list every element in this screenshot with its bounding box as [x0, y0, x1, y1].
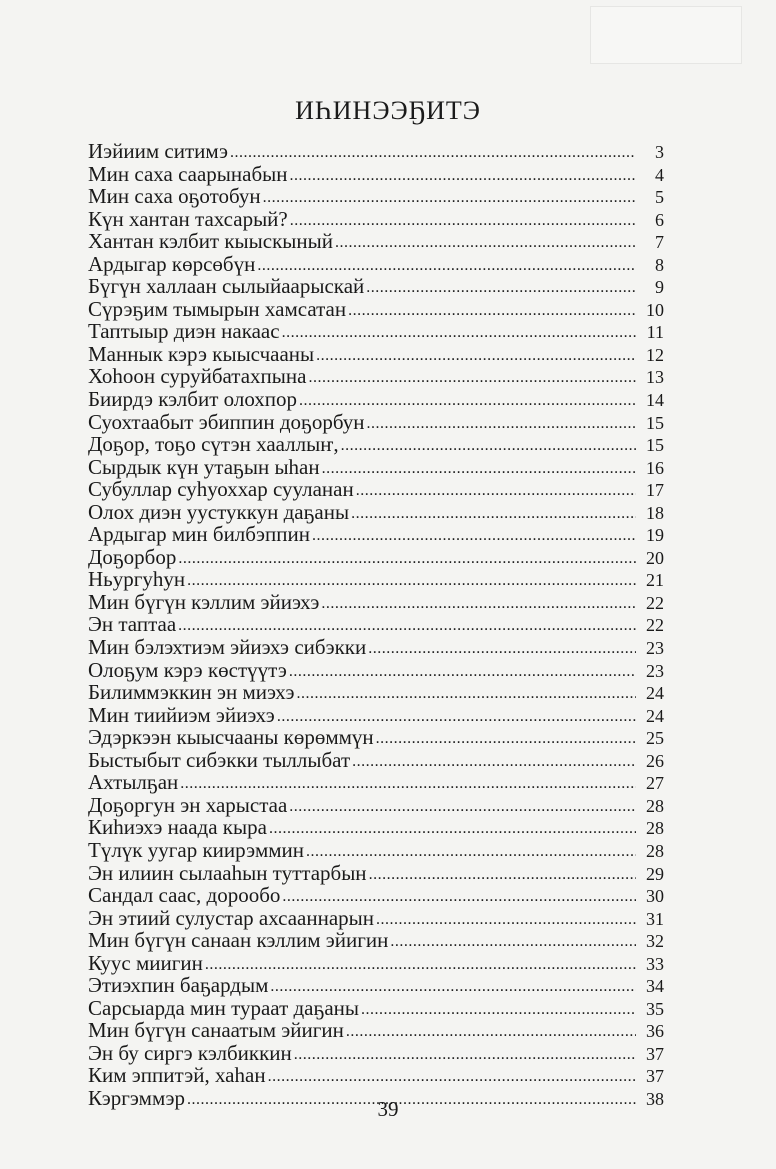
toc-entry-title: Ардыгар мин билбэппин: [88, 522, 310, 547]
toc-entry: [88, 253, 664, 276]
toc-dot-leader: [321, 593, 636, 616]
toc-entry: [88, 636, 664, 659]
toc-entry: [88, 839, 664, 862]
toc-entry-page: 31: [646, 908, 664, 929]
toc-entry-page: 20: [646, 547, 664, 568]
toc-dot-leader: [348, 300, 636, 323]
toc-entry-page: 7: [655, 232, 664, 253]
toc-entry-page: 29: [646, 863, 664, 884]
toc-entry-page: 18: [646, 502, 664, 523]
toc-entry: [88, 681, 664, 704]
toc-entry-title: Быстыбыт сибэкки тыллыбат: [88, 747, 351, 772]
toc-entry: [88, 478, 664, 501]
toc-entry: [88, 523, 664, 546]
toc-dot-leader: [376, 728, 636, 751]
toc-entry-title: Эн таптаа: [88, 612, 177, 637]
toc-entry: [88, 163, 664, 186]
toc-entry-page: 16: [646, 457, 664, 478]
toc-entry-title: Ким эппитэй, хаһан: [88, 1063, 266, 1088]
toc-entry: [88, 862, 664, 885]
toc-entry: [88, 907, 664, 930]
toc-dot-leader: [390, 931, 636, 954]
toc-entry: [88, 501, 664, 524]
toc-entry: [88, 704, 664, 727]
toc-entry-title: Эдэркээн кыысчааны көрөммүн: [88, 725, 374, 750]
toc-dot-leader: [277, 706, 636, 729]
toc-entry-page: 23: [646, 638, 664, 659]
toc-entry-page: 19: [646, 525, 664, 546]
toc-dot-leader: [366, 413, 636, 436]
library-stamp-area: [590, 6, 742, 64]
toc-entry-title: Субуллар суһуоххар сууланан: [88, 477, 354, 502]
toc-dot-leader: [289, 661, 636, 684]
toc-dot-leader: [322, 458, 636, 481]
toc-entry-title: Күн хантан тахсарый?: [88, 206, 288, 231]
toc-dot-leader: [205, 954, 636, 977]
toc-dot-leader: [263, 187, 636, 210]
toc-entry: [88, 546, 664, 569]
toc-entry-title: Куус миигин: [88, 950, 203, 975]
toc-dot-leader: [351, 503, 636, 526]
toc-dot-leader: [366, 277, 636, 300]
toc-entry-title: Мин тиийиэм эйиэхэ: [88, 702, 275, 727]
toc-dot-leader: [290, 210, 636, 233]
toc-dot-leader: [361, 999, 636, 1022]
toc-entry-page: 22: [646, 592, 664, 613]
toc-entry-page: 38: [646, 1088, 664, 1109]
toc-entry: [88, 343, 664, 366]
toc-dot-leader: [282, 886, 636, 909]
toc-dot-leader: [316, 345, 636, 368]
toc-entry: [88, 140, 664, 163]
toc-entry-title: Мин саха саарынабын: [88, 161, 288, 186]
toc-dot-leader: [352, 751, 636, 774]
toc-entry-page: 15: [646, 412, 664, 433]
toc-entry-title: Мин саха оҕотобун: [88, 184, 261, 209]
toc-entry-page: 17: [646, 480, 664, 501]
toc-entry-page: 23: [646, 660, 664, 681]
toc-dot-leader: [178, 615, 636, 638]
toc-entry-page: 6: [655, 209, 664, 230]
toc-entry-title: Сандал саас, дорообо: [88, 883, 281, 908]
toc-entry: [88, 320, 664, 343]
toc-entry-title: Биирдэ кэлбит олохпор: [88, 387, 298, 412]
toc-entry: [88, 591, 664, 614]
toc-entry-page: 24: [646, 683, 664, 704]
toc-entry-page: 33: [646, 953, 664, 974]
toc-entry-page: 13: [646, 367, 664, 388]
toc-entry-title: Кэргэммэр: [88, 1085, 186, 1110]
toc-entry-title: Түлүк уугар киирэммин: [88, 837, 305, 862]
toc-entry-title: Олоҕум кэрэ көстүүтэ: [88, 657, 287, 682]
toc-entry-page: 26: [646, 750, 664, 771]
toc-entry: [88, 1064, 664, 1087]
toc-entry-title: Эн этиий сулустар ахсааннарын: [88, 905, 375, 930]
toc-dot-leader: [341, 435, 636, 458]
toc-entry-title: Киһиэхэ наада кыра: [88, 815, 267, 840]
toc-entry-page: 34: [646, 976, 664, 997]
toc-entry-page: 4: [655, 164, 664, 185]
toc-entry-title: Мин бүгүн санаан кэллим эйигин: [88, 928, 389, 953]
toc-entry-title: Билиммэккин эн миэхэ: [88, 680, 295, 705]
toc-entry-page: 28: [646, 795, 664, 816]
toc-dot-leader: [257, 255, 636, 278]
toc-entry-title: Мин бэлэхтиэм эйиэхэ сибэкки: [88, 635, 367, 660]
toc-entry-title: Маннык кэрэ кыысчааны: [88, 341, 315, 366]
toc-dot-leader: [269, 818, 636, 841]
toc-entry-title: Ардыгар көрсөбүн: [88, 251, 256, 276]
toc-entry: [88, 726, 664, 749]
toc-dot-leader: [289, 796, 636, 819]
toc-entry: [88, 997, 664, 1020]
toc-entry-title: Суохтаабыт эбиппин доҕорбун: [88, 409, 365, 434]
toc-entry-title: Доҕор, тоҕо сүтэн хааллыҥ,: [88, 432, 339, 457]
toc-dot-leader: [369, 864, 636, 887]
toc-entry: [88, 568, 664, 591]
toc-entry-title: Сүрэҕим тымырын хамсатан: [88, 296, 347, 321]
toc-entry-page: 24: [646, 705, 664, 726]
page-title: ИҺИНЭЭҔИТЭ: [295, 96, 481, 125]
toc-entry: [88, 208, 664, 231]
toc-entry-title: Ньургуһун: [88, 567, 186, 592]
toc-dot-leader: [306, 841, 636, 864]
toc-dot-leader: [290, 165, 636, 188]
toc-entry-page: 36: [646, 1021, 664, 1042]
toc-dot-leader: [308, 367, 636, 390]
toc-entry: [88, 884, 664, 907]
toc-dot-leader: [299, 390, 636, 413]
toc-dot-leader: [230, 142, 636, 165]
toc-dot-leader: [312, 525, 636, 548]
toc-entry: [88, 230, 664, 253]
toc-entry-page: 14: [646, 390, 664, 411]
page-number: 39: [377, 1097, 399, 1121]
toc-entry-title: Доҕорбор: [88, 544, 177, 569]
toc-entry-title: Ахтылҕан: [88, 770, 179, 795]
toc-dot-leader: [335, 232, 636, 255]
toc-entry-page: 10: [646, 299, 664, 320]
toc-entry-title: Эн илиин сылааһын туттарбын: [88, 860, 367, 885]
toc-entry-page: 9: [655, 277, 664, 298]
toc-entry-title: Доҕоргун эн харыстаа: [88, 792, 288, 817]
toc-dot-leader: [346, 1021, 636, 1044]
toc-dot-leader: [356, 480, 636, 503]
toc-entry-page: 12: [646, 344, 664, 365]
toc-entry: [88, 298, 664, 321]
toc-dot-leader: [268, 1066, 636, 1089]
toc-entry-page: 28: [646, 840, 664, 861]
toc-entry-title: Иэйиим ситимэ: [88, 139, 228, 163]
toc-dot-leader: [180, 773, 636, 796]
toc-entry: [88, 929, 664, 952]
toc-entry-title: Сарсыарда мин тураат даҕаны: [88, 995, 359, 1020]
toc-entry-page: 30: [646, 886, 664, 907]
toc-entry-page: 25: [646, 728, 664, 749]
toc-dot-leader: [282, 322, 636, 345]
toc-entry-page: 27: [646, 773, 664, 794]
toc-entry: [88, 1019, 664, 1042]
toc-dot-leader: [294, 1044, 636, 1067]
toc-entry-title: Олох диэн уустуккун даҕаны: [88, 499, 350, 524]
toc-entry-title: Таптыыр диэн накаас: [88, 319, 280, 344]
toc-entry-title: Мин бүгүн санаатым эйигин: [88, 1018, 344, 1043]
toc-entry: [88, 1042, 664, 1065]
toc-entry: [88, 411, 664, 434]
toc-entry: [88, 365, 664, 388]
toc-entry: [88, 275, 664, 298]
toc-dot-leader: [187, 570, 636, 593]
toc-dot-leader: [178, 548, 636, 571]
toc-entry-title: Хоһоон суруйбатахпына: [88, 364, 307, 389]
toc-entry-page: 37: [646, 1066, 664, 1087]
toc-entry: [88, 433, 664, 456]
table-of-contents: [88, 140, 664, 1110]
toc-entry-page: 15: [646, 435, 664, 456]
toc-dot-leader: [296, 683, 636, 706]
toc-entry: [88, 388, 664, 411]
toc-entry: [88, 952, 664, 975]
toc-entry-page: 21: [646, 570, 664, 591]
toc-entry: [88, 794, 664, 817]
toc-entry-title: Эн бу сиргэ кэлбиккин: [88, 1040, 292, 1065]
toc-entry: [88, 456, 664, 479]
toc-entry-page: 28: [646, 818, 664, 839]
toc-entry: [88, 771, 664, 794]
toc-entry: [88, 659, 664, 682]
toc-entry-page: 22: [646, 615, 664, 636]
toc-entry: [88, 613, 664, 636]
toc-entry-title: Мин бүгүн кэллим эйиэхэ: [88, 589, 320, 614]
toc-entry-page: 8: [655, 254, 664, 275]
toc-entry: [88, 749, 664, 772]
toc-entry-page: 37: [646, 1043, 664, 1064]
toc-entry: [88, 974, 664, 997]
toc-entry-page: 11: [646, 322, 664, 343]
toc-dot-leader: [368, 638, 636, 661]
toc-entry: [88, 816, 664, 839]
toc-entry-page: 32: [646, 931, 664, 952]
toc-dot-leader: [376, 909, 636, 932]
toc-entry-page: 35: [646, 998, 664, 1019]
toc-entry-title: Бүгүн халлаан сылыйаарыскай: [88, 274, 365, 299]
toc-entry-title: Сырдык күн утаҕын ыһан: [88, 454, 320, 479]
toc-entry-page: 3: [655, 142, 664, 162]
toc-dot-leader: [270, 976, 636, 999]
toc-entry: [88, 185, 664, 208]
toc-entry-title: Хантан кэлбит кыыскыный: [88, 229, 333, 254]
toc-entry-page: 5: [655, 187, 664, 208]
toc-entry-title: Этиэхпин баҕардым: [88, 973, 269, 998]
